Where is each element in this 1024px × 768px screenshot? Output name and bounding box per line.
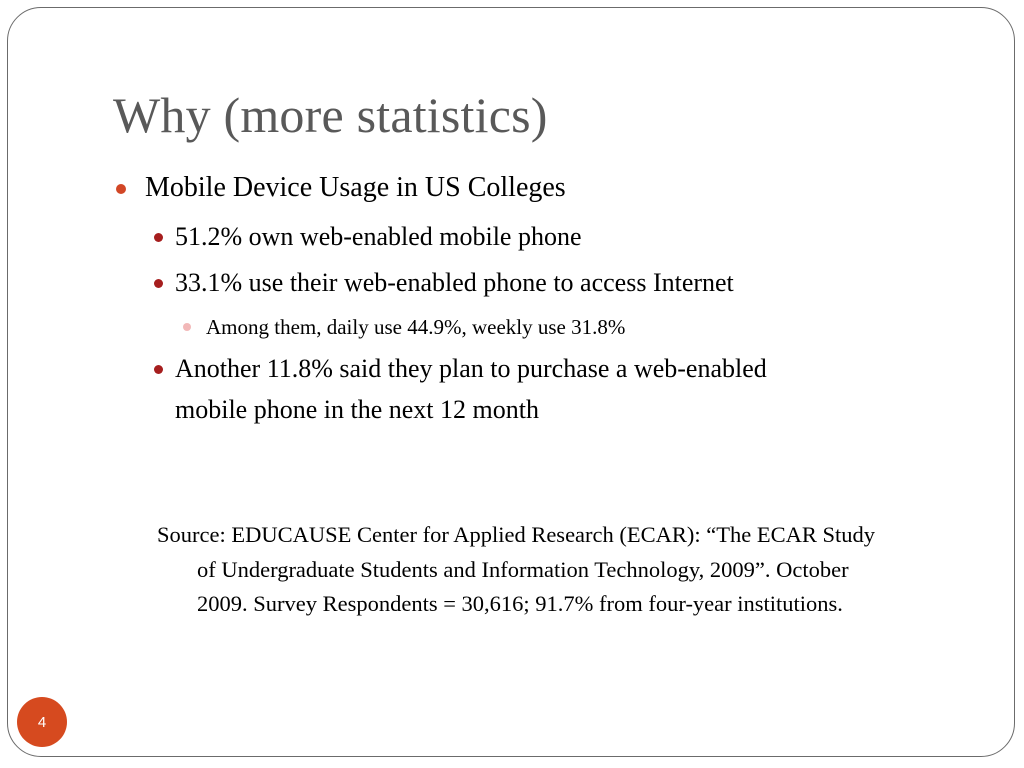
bullet-sub-access-internet-text: 33.1% use their web-enabled phone to access Internet (175, 268, 734, 297)
bullet-dot-icon (154, 233, 163, 242)
bullet-dot-icon (183, 323, 191, 331)
bullet-sub-own-phone-text: 51.2% own web-enabled mobile phone (175, 222, 582, 251)
bullet-detail-usage-text: Among them, daily use 44.9%, weekly use 31.8% (206, 315, 626, 339)
bullet-sub-own-phone (175, 222, 582, 252)
bullet-detail-usage (206, 315, 625, 340)
bullet-sub-plan-purchase-continuation: mobile phone in the next 12 month (175, 395, 539, 424)
page-number-badge: 4 (17, 697, 67, 747)
bullet-sub-access-internet (175, 268, 734, 298)
bullet-dot-icon (116, 184, 126, 194)
bullet-main-text: Mobile Device Usage in US Colleges (145, 172, 566, 203)
bullet-dot-icon (154, 279, 163, 288)
source-line-2: of Undergraduate Students and Information Technology, 2009”. October (197, 556, 849, 582)
bullet-sub-plan-purchase-text: Another 11.8% said they plan to purchase a web-enabled (175, 354, 767, 383)
source-line-3: 2009. Survey Respondents = 30,616; 91.7% from four-year institutions. (197, 591, 843, 616)
bullet-main (145, 172, 566, 204)
bullet-dot-icon (154, 365, 163, 374)
slide-title: Why (more statistics) (113, 87, 548, 143)
source-citation (157, 518, 875, 622)
source-line-1: Source: EDUCAUSE Center for Applied Research (ECAR): “The ECAR Study (157, 522, 876, 547)
bullet-sub-plan-purchase (175, 354, 767, 384)
